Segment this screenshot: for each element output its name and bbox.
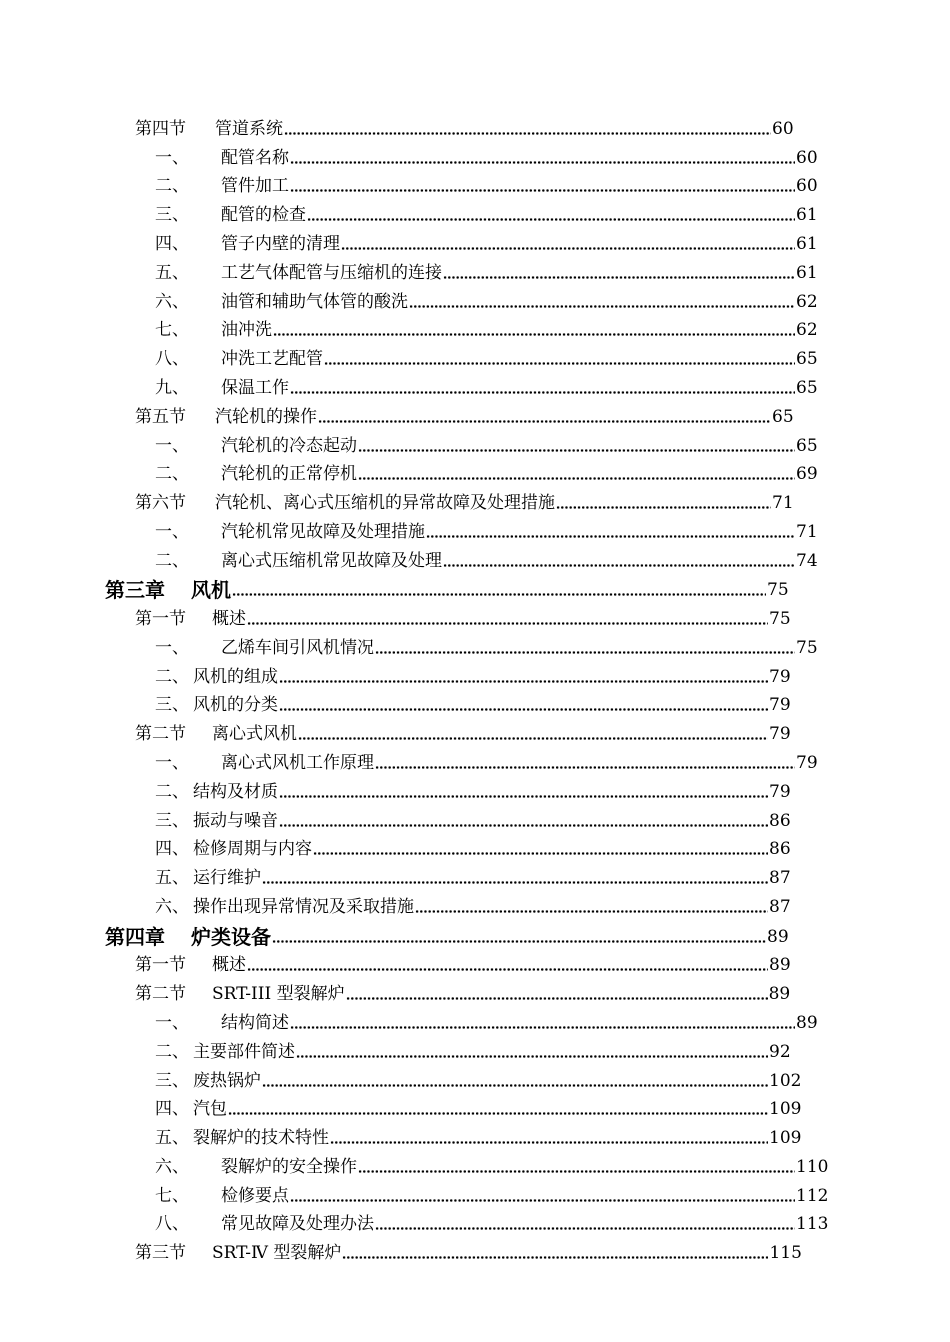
entry-number: 二、 bbox=[155, 666, 189, 687]
entry-number: 四、 bbox=[155, 839, 189, 860]
entry-title: 冲洗工艺配管 bbox=[221, 349, 323, 370]
toc-entry bbox=[0, 284, 950, 313]
toc-entry bbox=[0, 197, 950, 226]
dot-leader bbox=[375, 766, 795, 769]
entry-title: 油冲洗 bbox=[221, 320, 272, 341]
entry-title: 汽轮机、离心式压缩机的异常故障及处理措施 bbox=[215, 493, 555, 514]
page-number: 71 bbox=[772, 493, 794, 514]
entry-number: 一、 bbox=[155, 521, 189, 542]
entry-number: 二、 bbox=[155, 464, 189, 485]
entry-title: 运行维护 bbox=[193, 868, 261, 889]
dot-leader bbox=[342, 1256, 768, 1259]
page-number: 71 bbox=[796, 521, 818, 542]
entry-number: 一、 bbox=[155, 1012, 189, 1033]
entry-number: 四、 bbox=[155, 1099, 189, 1120]
page-number: 75 bbox=[769, 609, 791, 630]
entry-number: 四、 bbox=[155, 233, 189, 254]
dot-leader bbox=[279, 680, 768, 683]
page-number: 113 bbox=[796, 1214, 829, 1235]
dot-leader bbox=[358, 477, 795, 480]
page-number: 79 bbox=[769, 781, 791, 802]
page-number: 61 bbox=[796, 205, 818, 226]
entry-title: 保温工作 bbox=[221, 377, 289, 398]
toc-entry bbox=[0, 1178, 950, 1207]
entry-title: 裂解炉的安全操作 bbox=[221, 1156, 357, 1177]
toc-entry bbox=[0, 1063, 950, 1092]
toc-entry bbox=[0, 370, 950, 399]
entry-number: 一、 bbox=[155, 753, 189, 774]
toc-entry bbox=[0, 716, 950, 745]
toc-entry bbox=[0, 169, 950, 198]
page-number: 87 bbox=[769, 868, 791, 889]
dot-leader bbox=[443, 276, 795, 279]
dot-leader bbox=[556, 506, 771, 509]
dot-leader bbox=[279, 795, 768, 798]
entry-number: 第三节 bbox=[135, 1243, 186, 1264]
entry-number: 第六节 bbox=[135, 493, 186, 514]
entry-title: 检修周期与内容 bbox=[193, 839, 312, 860]
toc-entry bbox=[0, 1034, 950, 1063]
toc-entry bbox=[0, 1120, 950, 1149]
dot-leader bbox=[290, 1026, 795, 1029]
entry-title: SRT-Ⅳ 型裂解炉 bbox=[212, 1243, 342, 1264]
page-number: 89 bbox=[769, 955, 791, 976]
page-number: 60 bbox=[772, 118, 794, 139]
toc-entry bbox=[0, 1092, 950, 1121]
entry-title: 离心式风机 bbox=[212, 724, 297, 745]
page-number: 79 bbox=[769, 724, 791, 745]
entry-number: 五、 bbox=[155, 868, 189, 889]
dot-leader bbox=[279, 708, 768, 711]
page-number: 65 bbox=[796, 435, 818, 456]
entry-title: SRT-III 型裂解炉 bbox=[212, 984, 345, 1005]
dot-leader bbox=[298, 737, 768, 740]
toc-entry bbox=[0, 140, 950, 169]
dot-leader bbox=[313, 852, 768, 855]
dot-leader bbox=[415, 910, 768, 913]
entry-title: 汽轮机的操作 bbox=[215, 406, 317, 427]
toc-entry bbox=[0, 688, 950, 717]
entry-number: 第一节 bbox=[135, 955, 186, 976]
entry-number: 六、 bbox=[155, 897, 189, 918]
page-number: 89 bbox=[767, 926, 789, 947]
dot-leader bbox=[443, 564, 795, 567]
page-number: 62 bbox=[796, 291, 818, 312]
toc-entry bbox=[0, 745, 950, 774]
entry-number: 三、 bbox=[155, 205, 189, 226]
entry-title: 汽轮机的正常停机 bbox=[221, 464, 357, 485]
entry-number: 八、 bbox=[155, 349, 189, 370]
dot-leader bbox=[228, 1112, 768, 1115]
toc-entry bbox=[0, 399, 950, 428]
entry-title: 离心式风机工作原理 bbox=[221, 753, 374, 774]
dot-leader bbox=[358, 1170, 795, 1173]
toc-entry bbox=[0, 111, 950, 140]
entry-number: 第四节 bbox=[135, 118, 186, 139]
page-number: 115 bbox=[769, 1243, 802, 1264]
toc-entry bbox=[0, 313, 950, 342]
entry-title: 配管的检查 bbox=[221, 205, 306, 226]
page-number: 65 bbox=[772, 406, 794, 427]
entry-title: 工艺气体配管与压缩机的连接 bbox=[221, 262, 442, 283]
toc-entry bbox=[0, 659, 950, 688]
toc-entry bbox=[0, 860, 950, 889]
entry-title: 汽包 bbox=[193, 1099, 227, 1120]
entry-title: 风机 bbox=[191, 578, 231, 603]
dot-leader bbox=[346, 997, 768, 1000]
page-number: 65 bbox=[796, 349, 818, 370]
dot-leader bbox=[307, 218, 795, 221]
page-number: 109 bbox=[769, 1099, 802, 1120]
entry-number: 六、 bbox=[155, 291, 189, 312]
entry-number: 第二节 bbox=[135, 724, 186, 745]
toc-entry bbox=[0, 543, 950, 572]
entry-title: 油管和辅助气体管的酸洗 bbox=[221, 291, 408, 312]
page-number: 61 bbox=[796, 262, 818, 283]
entry-number: 五、 bbox=[155, 262, 189, 283]
entry-number: 一、 bbox=[155, 435, 189, 456]
dot-leader bbox=[375, 651, 795, 654]
page-number: 110 bbox=[796, 1156, 829, 1177]
entry-number: 六、 bbox=[155, 1156, 189, 1177]
entry-title: 结构简述 bbox=[221, 1012, 289, 1033]
dot-leader bbox=[247, 968, 768, 971]
entry-number: 七、 bbox=[155, 1185, 189, 1206]
toc-entry bbox=[0, 601, 950, 630]
page-number: 79 bbox=[796, 753, 818, 774]
entry-number: 二、 bbox=[155, 1041, 189, 1062]
entry-number: 二、 bbox=[155, 781, 189, 802]
entry-number: 七、 bbox=[155, 320, 189, 341]
toc-entry bbox=[0, 803, 950, 832]
page-number: 87 bbox=[769, 897, 791, 918]
toc-entry bbox=[0, 341, 950, 370]
page-number: 109 bbox=[769, 1128, 802, 1149]
page-number: 75 bbox=[796, 637, 818, 658]
toc-entry bbox=[0, 485, 950, 514]
entry-number: 二、 bbox=[155, 550, 189, 571]
dot-leader bbox=[279, 824, 768, 827]
entry-title: 裂解炉的技术特性 bbox=[193, 1128, 329, 1149]
dot-leader bbox=[290, 391, 795, 394]
entry-title: 离心式压缩机常见故障及处理 bbox=[221, 550, 442, 571]
dot-leader bbox=[358, 449, 795, 452]
dot-leader bbox=[290, 189, 795, 192]
dot-leader bbox=[273, 333, 795, 336]
page-number: 69 bbox=[796, 464, 818, 485]
page-number: 62 bbox=[796, 320, 818, 341]
toc-chapter-entry bbox=[0, 572, 950, 602]
entry-title: 风机的分类 bbox=[193, 695, 278, 716]
toc-entry bbox=[0, 948, 950, 977]
table-of-contents bbox=[0, 111, 950, 1264]
page-number: 60 bbox=[796, 176, 818, 197]
entry-title: 汽轮机常见故障及处理措施 bbox=[221, 521, 425, 542]
dot-leader bbox=[341, 247, 795, 250]
dot-leader bbox=[290, 1199, 795, 1202]
entry-number: 第四章 bbox=[105, 924, 165, 949]
toc-entry bbox=[0, 1149, 950, 1178]
dot-leader bbox=[262, 1084, 768, 1087]
page-number: 86 bbox=[769, 810, 791, 831]
page-number: 79 bbox=[769, 695, 791, 716]
page-number: 112 bbox=[796, 1185, 829, 1206]
entry-number: 五、 bbox=[155, 1128, 189, 1149]
entry-number: 第二节 bbox=[135, 984, 186, 1005]
page-number: 92 bbox=[769, 1041, 791, 1062]
toc-entry bbox=[0, 428, 950, 457]
entry-number: 二、 bbox=[155, 176, 189, 197]
toc-entry bbox=[0, 889, 950, 918]
entry-title: 主要部件简述 bbox=[193, 1041, 295, 1062]
entry-title: 检修要点 bbox=[221, 1185, 289, 1206]
entry-number: 三、 bbox=[155, 810, 189, 831]
dot-leader bbox=[296, 1055, 768, 1058]
page-number: 79 bbox=[769, 666, 791, 687]
dot-leader bbox=[324, 362, 795, 365]
entry-number: 第三章 bbox=[105, 578, 165, 603]
entry-title: 操作出现异常情况及采取措施 bbox=[193, 897, 414, 918]
page-number: 60 bbox=[796, 147, 818, 168]
entry-title: 概述 bbox=[212, 609, 246, 630]
page-number: 61 bbox=[796, 233, 818, 254]
entry-title: 风机的组成 bbox=[193, 666, 278, 687]
entry-number: 九、 bbox=[155, 377, 189, 398]
dot-leader bbox=[272, 940, 766, 943]
entry-title: 废热锅炉 bbox=[193, 1070, 261, 1091]
dot-leader bbox=[290, 161, 795, 164]
toc-entry bbox=[0, 774, 950, 803]
toc-entry bbox=[0, 832, 950, 861]
dot-leader bbox=[247, 622, 768, 625]
entry-title: 概述 bbox=[212, 955, 246, 976]
entry-number: 第一节 bbox=[135, 609, 186, 630]
dot-leader bbox=[262, 881, 768, 884]
dot-leader bbox=[318, 420, 771, 423]
toc-entry bbox=[0, 976, 950, 1005]
entry-number: 一、 bbox=[155, 637, 189, 658]
entry-number: 八、 bbox=[155, 1214, 189, 1235]
dot-leader bbox=[426, 535, 795, 538]
dot-leader bbox=[232, 593, 766, 596]
entry-title: 结构及材质 bbox=[193, 781, 278, 802]
entry-title: 管道系统 bbox=[215, 118, 283, 139]
toc-entry bbox=[0, 630, 950, 659]
page-number: 86 bbox=[769, 839, 791, 860]
toc-entry bbox=[0, 255, 950, 284]
entry-title: 管件加工 bbox=[221, 176, 289, 197]
entry-number: 一、 bbox=[155, 147, 189, 168]
entry-title: 振动与噪音 bbox=[193, 810, 278, 831]
entry-title: 汽轮机的冷态起动 bbox=[221, 435, 357, 456]
page-number: 65 bbox=[796, 377, 818, 398]
dot-leader bbox=[330, 1141, 768, 1144]
page-number: 89 bbox=[796, 1012, 818, 1033]
dot-leader bbox=[375, 1227, 795, 1230]
page-number: 74 bbox=[796, 550, 818, 571]
entry-number: 三、 bbox=[155, 1070, 189, 1091]
toc-entry bbox=[0, 1235, 950, 1264]
entry-number: 三、 bbox=[155, 695, 189, 716]
entry-title: 乙烯车间引风机情况 bbox=[221, 637, 374, 658]
page-number: 102 bbox=[769, 1070, 802, 1091]
entry-title: 常见故障及处理办法 bbox=[221, 1214, 374, 1235]
entry-title: 炉类设备 bbox=[191, 924, 271, 949]
toc-entry bbox=[0, 457, 950, 486]
page-number: 89 bbox=[768, 984, 791, 1005]
toc-entry bbox=[0, 1005, 950, 1034]
entry-number: 第五节 bbox=[135, 406, 186, 427]
dot-leader bbox=[284, 132, 771, 135]
toc-entry bbox=[0, 226, 950, 255]
page-number: 75 bbox=[767, 580, 789, 601]
dot-leader bbox=[409, 305, 795, 308]
entry-title: 配管名称 bbox=[221, 147, 289, 168]
toc-entry bbox=[0, 1207, 950, 1236]
toc-entry bbox=[0, 514, 950, 543]
entry-title: 管子内壁的清理 bbox=[221, 233, 340, 254]
toc-chapter-entry bbox=[0, 918, 950, 948]
